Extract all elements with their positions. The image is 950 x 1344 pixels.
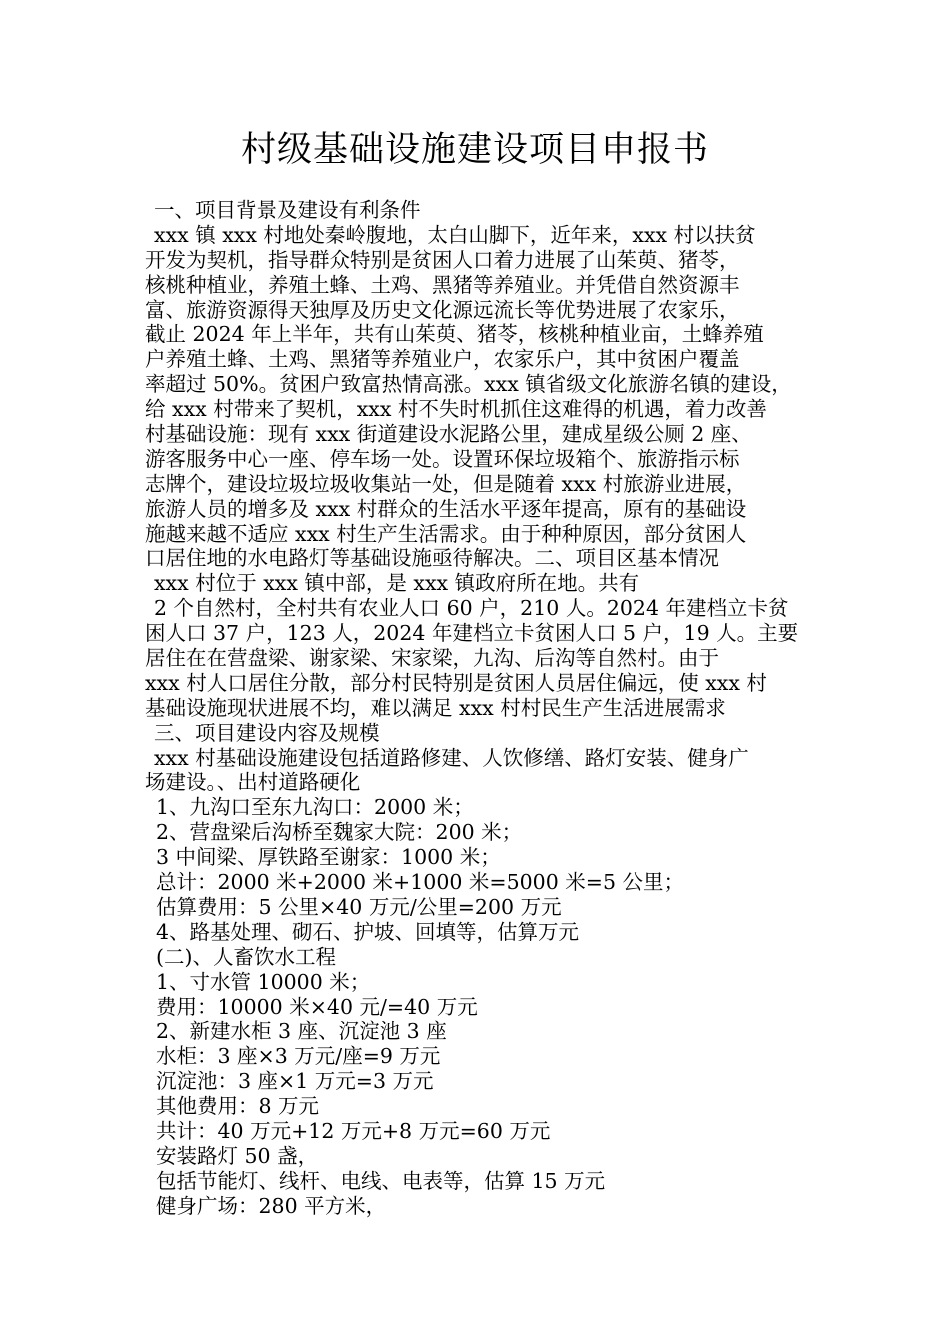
- text-line: 居住在在营盘梁、谢家梁、宋家梁，九沟、后沟等自然村。由于: [145, 646, 719, 671]
- document-body: [145, 198, 825, 1219]
- text-line: 费用：10000 米×40 元/=40 万元: [156, 994, 478, 1019]
- text-line: 2 个自然村，全村共有农业人口 60 户，210 人。2024 年建档立卡贫: [154, 596, 789, 621]
- text-line: 截止 2024 年上半年，共有山茱萸、猪苓，核桃种植业亩，土蜂养殖: [145, 322, 764, 347]
- text-line: 游客服务中心一座、停车场一处。设置环保垃圾箱个、旅游指示标: [145, 446, 740, 471]
- text-line: 三、项目建设内容及规模: [154, 720, 380, 745]
- text-line: 1、寸水管 10000 米；: [156, 969, 371, 994]
- text-line: 一、项目背景及建设有利条件: [154, 198, 421, 222]
- text-line: (二)、人畜饮水工程: [156, 944, 336, 969]
- text-line: 困人口 37 户，123 人，2024 年建档立卡贫困人口 5 户，19 人。主要: [145, 621, 799, 646]
- text-line: 2、营盘梁后沟桥至魏家大院：200 米；: [156, 820, 523, 845]
- text-line: 志牌个，建设垃圾垃圾收集站一处，但是随着 xxx 村旅游业进展，: [145, 471, 747, 496]
- text-line: 率超过 50%。贫困户致富热情高涨。xxx 镇省级文化旅游名镇的建设，: [145, 372, 792, 397]
- text-line: 健身广场：280 平方米，: [156, 1193, 387, 1218]
- text-line: xxx 村位于 xxx 镇中部，是 xxx 镇政府所在地。共有: [154, 571, 640, 596]
- text-line: 开发为契机，指导群众特别是贫困人口着力进展了山茱萸、猪苓，: [145, 247, 740, 272]
- text-line: 施越来越不适应 xxx 村生产生活需求。由于种种原因，部分贫困人: [145, 521, 747, 546]
- text-line: 共计：40 万元+12 万元+8 万元=60 万元: [156, 1118, 551, 1143]
- text-line: 总计：2000 米+2000 米+1000 米=5000 米=5 公里；: [156, 870, 685, 895]
- text-line: 1、九沟口至东九沟口：2000 米；: [156, 795, 474, 820]
- text-line: 场建设。、出村道路硬化: [145, 770, 361, 795]
- text-line: 2、新建水柜 3 座、沉淀池 3 座: [156, 1019, 447, 1044]
- text-line: 安装路灯 50 盏，: [156, 1143, 319, 1168]
- text-line: 包括节能灯、线杆、电线、电表等，估算 15 万元: [156, 1168, 606, 1193]
- text-line: 沉淀池：3 座×1 万元=3 万元: [156, 1069, 434, 1094]
- text-line: xxx 村基础设施建设包括道路修建、人饮修缮、路灯安装、健身广: [154, 745, 749, 770]
- text-line: 4、路基处理、砌石、护坡、回填等，估算万元: [156, 919, 580, 944]
- text-line: 富、旅游资源得天独厚及历史文化源远流长等优势进展了农家乐，: [145, 297, 740, 322]
- text-line: 口居住地的水电路灯等基础设施亟待解决。二、项目区基本情况: [145, 546, 719, 571]
- text-line: 水柜：3 座×3 万元/座=9 万元: [156, 1044, 441, 1069]
- text-line: 旅游人员的增多及 xxx 村群众的生活水平逐年提高，原有的基础设: [145, 496, 747, 521]
- text-line: 估算费用：5 公里×40 万元/公里=200 万元: [156, 894, 562, 919]
- document-title: 村级基础设施建设项目申报书: [240, 130, 709, 170]
- text-line: 给 xxx 村带来了契机，xxx 村不失时机抓住这难得的机遇，着力改善: [145, 397, 767, 422]
- text-line: 其他费用：8 万元: [156, 1094, 320, 1119]
- text-line: 3 中间梁、厚铁路至谢家：1000 米；: [156, 845, 501, 870]
- text-line: 户养殖土蜂、土鸡、黑猪等养殖业户，农家乐户，其中贫困户覆盖: [145, 347, 740, 372]
- text-line: 核桃种植业，养殖土蜂、土鸡、黑猪等养殖业。并凭借自然资源丰: [145, 272, 740, 297]
- text-line: 基础设施现状进展不均，难以满足 xxx 村村民生产生活进展需求: [145, 695, 726, 720]
- text-line: xxx 镇 xxx 村地处秦岭腹地，太白山脚下，近年来，xxx 村以扶贫: [154, 222, 756, 247]
- text-line: 村基础设施：现有 xxx 街道建设水泥路公里，建成星级公厕 2 座、: [145, 422, 752, 447]
- text-line: xxx 村人口居住分散，部分村民特别是贫困人员居住偏远，使 xxx 村: [145, 670, 767, 695]
